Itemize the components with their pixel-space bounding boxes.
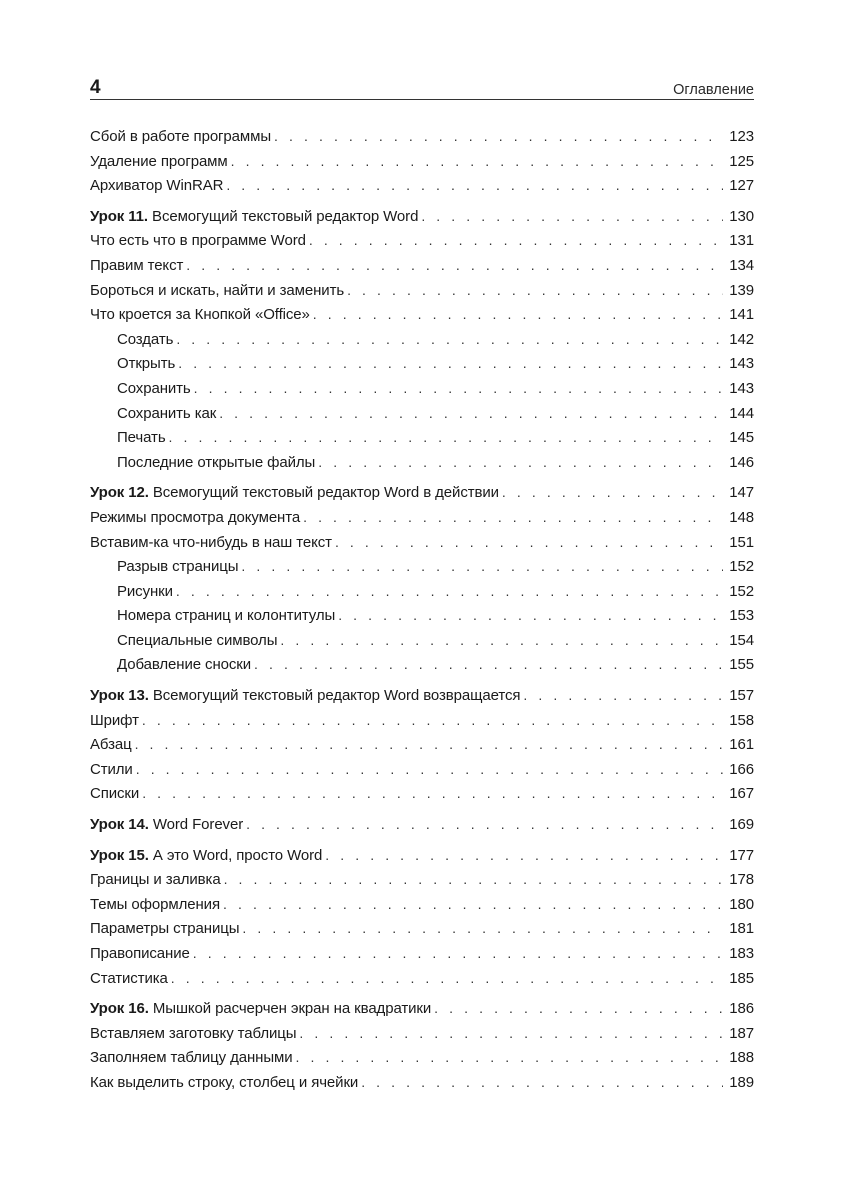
lesson-number: Урок 11.: [90, 207, 148, 225]
dot-leader: [421, 204, 723, 229]
dot-leader: [193, 941, 723, 966]
toc-entry-title: [90, 997, 431, 1022]
toc-entry-title: [90, 844, 322, 869]
toc-page-number: 131: [729, 232, 754, 250]
toc-entry[interactable]: [90, 757, 754, 782]
entry-title-text: Что кроется за Кнопкой «Office»: [90, 306, 310, 324]
dot-leader: [142, 708, 723, 733]
toc-subentry[interactable]: [90, 401, 754, 426]
toc-entry-title: [90, 813, 243, 838]
toc-entry[interactable]: [90, 966, 754, 991]
entry-title-text: Параметры страницы: [90, 920, 240, 938]
entry-title-text: Удаление программ: [90, 152, 228, 170]
toc-subentry[interactable]: [90, 450, 754, 475]
toc-entry-title: [117, 377, 191, 402]
entry-title-text: Открыть: [117, 355, 176, 373]
toc-entry-title: [90, 254, 183, 279]
toc-lesson-entry[interactable]: [90, 204, 754, 229]
dot-leader: [224, 867, 723, 892]
entry-title-text: Номера страниц и колонтитулы: [117, 607, 336, 625]
entry-title-text: Заполняем таблицу данными: [90, 1049, 293, 1067]
dot-leader: [318, 450, 723, 475]
entry-title-text: Добавление сноски: [117, 656, 252, 674]
toc-page-number: 154: [729, 631, 754, 649]
toc-page-number: 141: [729, 306, 754, 324]
toc-entry[interactable]: [90, 505, 754, 530]
toc-page-number: 152: [729, 558, 754, 576]
toc-entry[interactable]: [90, 302, 754, 327]
toc-page-number: 185: [729, 969, 754, 987]
toc-page-number: 189: [729, 1073, 754, 1091]
entry-title-text: Абзац: [90, 736, 132, 754]
toc-group: [90, 843, 754, 991]
toc-entry-title: [90, 733, 132, 758]
toc-entry-title: [90, 967, 168, 992]
entry-title-text: Списки: [90, 785, 140, 803]
dot-leader: [523, 683, 723, 708]
toc-entry[interactable]: [90, 732, 754, 757]
toc-page-number: 155: [729, 656, 754, 674]
toc-lesson-entry[interactable]: [90, 843, 754, 868]
toc-subentry[interactable]: [90, 554, 754, 579]
toc-group: [90, 480, 754, 677]
dot-leader: [313, 302, 723, 327]
toc-page-number: 187: [729, 1024, 754, 1042]
toc-subentry[interactable]: [90, 628, 754, 653]
lesson-number: Урок 13.: [90, 687, 149, 705]
toc-entry[interactable]: [90, 708, 754, 733]
dot-leader: [502, 480, 723, 505]
toc-entry[interactable]: [90, 1070, 754, 1095]
dot-leader: [135, 732, 723, 757]
toc-page-number: 167: [729, 785, 754, 803]
toc-page-number: 157: [729, 687, 754, 705]
entry-title-text: Печать: [117, 429, 166, 447]
lesson-number: Урок 16.: [90, 1000, 149, 1018]
toc-entry-title: [90, 1071, 358, 1096]
toc-entry[interactable]: [90, 892, 754, 917]
toc-page-number: 130: [729, 207, 754, 225]
toc-entry-title: [117, 629, 277, 654]
toc-subentry[interactable]: [90, 603, 754, 628]
toc-entry[interactable]: [90, 941, 754, 966]
toc-entry-title: [90, 279, 344, 304]
toc-entry-title: [117, 402, 216, 427]
toc-page-number: 147: [729, 484, 754, 502]
dot-leader: [274, 124, 723, 149]
toc-subentry[interactable]: [90, 351, 754, 376]
dot-leader: [242, 916, 723, 941]
dot-leader: [299, 1021, 723, 1046]
toc-page-number: 180: [729, 895, 754, 913]
toc-subentry[interactable]: [90, 327, 754, 352]
entry-title-text: Бороться и искать, найти и заменить: [90, 281, 345, 299]
dot-leader: [280, 628, 723, 653]
entry-title-text: Темы оформления: [90, 895, 220, 913]
toc-entry-title: [90, 684, 520, 709]
toc-page-number: 145: [729, 429, 754, 447]
toc-page-number: 186: [729, 1000, 754, 1018]
dot-leader: [142, 781, 723, 806]
toc-entry-title: [117, 451, 315, 476]
dot-leader: [361, 1070, 723, 1095]
page-number: 4: [90, 77, 101, 98]
toc-entry-title: [117, 653, 251, 678]
toc-lesson-entry[interactable]: [90, 812, 754, 837]
toc-subentry[interactable]: [90, 579, 754, 604]
toc-page-number: 134: [729, 256, 754, 274]
dot-leader: [296, 1045, 723, 1070]
entry-title-text: Сохранить как: [117, 404, 217, 422]
toc-entry-title: [90, 481, 499, 506]
toc-entry-title: [90, 942, 190, 967]
dot-leader: [325, 843, 723, 868]
dot-leader: [223, 892, 723, 917]
entry-title-text: Границы и заливка: [90, 871, 221, 889]
lesson-number: Урок 12.: [90, 484, 149, 502]
toc-entry-title: [90, 506, 300, 531]
dot-leader: [136, 757, 723, 782]
toc-page-number: 178: [729, 871, 754, 889]
toc-entry-title: [90, 174, 223, 199]
dot-leader: [169, 425, 723, 450]
toc-entry-title: [117, 580, 173, 605]
toc-entry-title: [90, 1022, 296, 1047]
dot-leader: [176, 327, 723, 352]
toc-entry-title: [117, 555, 238, 580]
toc-page-number: 125: [729, 152, 754, 170]
dot-leader: [254, 652, 723, 677]
entry-title-text: Создать: [117, 330, 174, 348]
toc-group: [90, 124, 754, 198]
entry-title-text: Шрифт: [90, 711, 139, 729]
entry-title-text: Word Forever: [148, 816, 244, 834]
toc-entry-title: [117, 426, 166, 451]
toc-page-number: 146: [729, 453, 754, 471]
entry-title-text: Режимы просмотра документа: [90, 508, 301, 526]
entry-title-text: Вставляем заготовку таблицы: [90, 1024, 297, 1042]
toc-lesson-entry[interactable]: [90, 996, 754, 1021]
dot-leader: [335, 530, 723, 555]
dot-leader: [231, 149, 723, 174]
toc-entry[interactable]: [90, 1021, 754, 1046]
entry-title-text: А это Word, просто Word: [148, 846, 323, 864]
entry-title-text: Мышкой расчерчен экран на квадратики: [148, 1000, 432, 1018]
toc-entry[interactable]: [90, 173, 754, 198]
toc-entry-title: [90, 917, 239, 942]
entry-title-text: Правописание: [90, 945, 190, 962]
running-header: [90, 78, 754, 100]
toc-group: [90, 996, 754, 1094]
toc-entry[interactable]: [90, 781, 754, 806]
toc-entry-title: [90, 1046, 293, 1071]
toc-group: [90, 683, 754, 806]
entry-title-text: Сохранить: [117, 379, 191, 397]
toc-entry-title: [90, 709, 139, 734]
toc-page-number: 153: [729, 607, 754, 625]
dot-leader: [171, 966, 723, 991]
toc-entry-title: [117, 604, 335, 629]
toc-subentry[interactable]: [90, 652, 754, 677]
toc-group: [90, 204, 754, 475]
lesson-number: Урок 14.: [90, 816, 149, 834]
toc-entry[interactable]: [90, 530, 754, 555]
toc-entry[interactable]: [90, 1045, 754, 1070]
entry-title-text: Архиватор WinRAR: [90, 177, 224, 195]
toc-entry[interactable]: [90, 867, 754, 892]
toc-page-number: 148: [729, 508, 754, 526]
toc-page-number: 144: [729, 404, 754, 422]
toc-entry-title: [90, 782, 139, 807]
dot-leader: [194, 376, 723, 401]
entry-title-text: Всемогущий текстовый редактор Word возвращается: [148, 687, 521, 705]
toc-entry-title: [117, 328, 173, 353]
toc-entry-title: [90, 229, 306, 254]
toc-page-number: 139: [729, 281, 754, 299]
toc-entry[interactable]: [90, 916, 754, 941]
entry-title-text: Последние открытые файлы: [117, 453, 316, 471]
toc-entry-title: [90, 303, 310, 328]
toc-page-number: 166: [729, 760, 754, 778]
toc-entry[interactable]: [90, 124, 754, 149]
dot-leader: [434, 996, 723, 1021]
toc-entry[interactable]: [90, 149, 754, 174]
toc-group: [90, 812, 754, 837]
toc-subentry[interactable]: [90, 425, 754, 450]
toc-page-number: 158: [729, 711, 754, 729]
toc-entry-title: [90, 125, 271, 150]
toc-page-number: 143: [729, 355, 754, 373]
entry-title-text: Что есть что в программе Word: [90, 232, 306, 250]
toc-entry[interactable]: [90, 228, 754, 253]
toc-page-number: 123: [729, 128, 754, 145]
dot-leader: [347, 278, 723, 303]
toc-page-number: 161: [729, 736, 754, 754]
dot-leader: [219, 401, 723, 426]
toc-page-number: 151: [729, 533, 754, 551]
toc-entry-title: [90, 893, 220, 918]
entry-title-text: Вставим-ка что-нибудь в наш текст: [90, 533, 332, 551]
dot-leader: [309, 228, 723, 253]
entry-title-text: Статистика: [90, 969, 168, 987]
table-of-contents: [90, 124, 754, 1101]
entry-title-text: Сбой в работе программы: [90, 128, 272, 145]
dot-leader: [303, 505, 723, 530]
toc-page-number: 183: [729, 945, 754, 962]
entry-title-text: Разрыв страницы: [117, 558, 239, 576]
dot-leader: [241, 554, 723, 579]
toc-page-number: 169: [729, 816, 754, 834]
dot-leader: [246, 812, 723, 837]
entry-title-text: Рисунки: [117, 582, 173, 600]
entry-title-text: Правим текст: [90, 256, 184, 274]
lesson-number: Урок 15.: [90, 846, 149, 864]
entry-title-text: Как выделить строку, столбец и ячейки: [90, 1073, 359, 1091]
toc-entry[interactable]: [90, 253, 754, 278]
toc-page-number: 177: [729, 846, 754, 864]
toc-entry-title: [90, 531, 332, 556]
entry-title-text: Всемогущий текстовый редактор Word: [147, 207, 419, 225]
dot-leader: [226, 173, 723, 198]
toc-subentry[interactable]: [90, 376, 754, 401]
toc-page-number: 127: [729, 177, 754, 195]
entry-title-text: Специальные символы: [117, 631, 278, 649]
toc-lesson-entry[interactable]: [90, 480, 754, 505]
entry-title-text: Стили: [90, 760, 133, 778]
entry-title-text: Всемогущий текстовый редактор Word в действии: [148, 484, 499, 502]
toc-page-number: 181: [729, 920, 754, 938]
dot-leader: [178, 351, 723, 376]
section-title: Оглавление: [673, 82, 754, 98]
toc-page-number: 142: [729, 330, 754, 348]
toc-entry-title: [90, 758, 133, 783]
dot-leader: [338, 603, 723, 628]
toc-page-number: 188: [729, 1049, 754, 1067]
toc-lesson-entry[interactable]: [90, 683, 754, 708]
toc-entry-title: [90, 868, 221, 893]
toc-entry-title: [117, 352, 175, 377]
dot-leader: [176, 579, 723, 604]
toc-entry[interactable]: [90, 278, 754, 303]
dot-leader: [186, 253, 723, 278]
toc-page-number: 152: [729, 582, 754, 600]
toc-entry-title: [90, 150, 228, 175]
toc-entry-title: [90, 205, 418, 230]
toc-page-number: 143: [729, 379, 754, 397]
